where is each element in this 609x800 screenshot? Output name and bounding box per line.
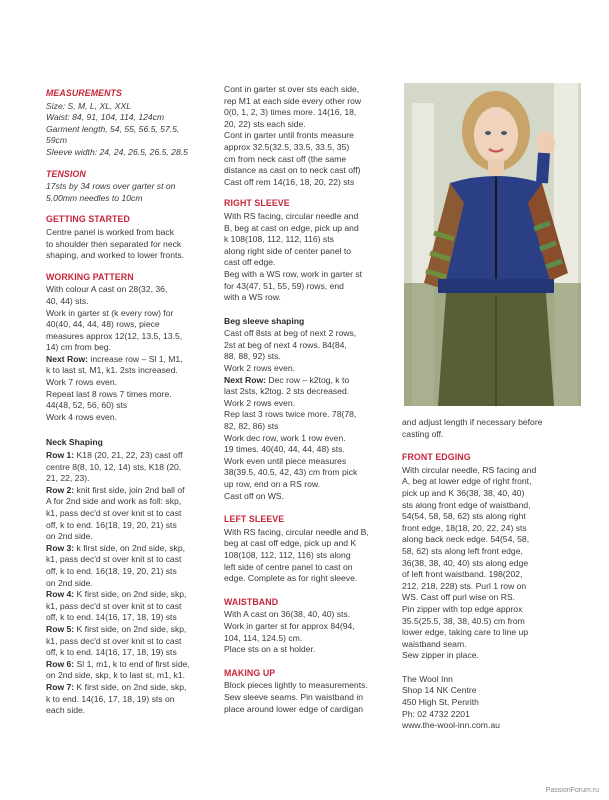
text-line: off, k to end. 16(18, 19, 20, 21) sts	[46, 565, 177, 576]
next-row-line	[224, 375, 390, 387]
making-up-continued-text	[402, 417, 572, 440]
row-label: Row 4:	[46, 589, 75, 600]
making-up-heading: MAKING UP	[224, 667, 276, 678]
text-line: 88, 88, 92) sts.	[224, 351, 281, 362]
next-row-label: Next Row:	[46, 353, 89, 364]
text-line: along back neck edge. 54(54, 58,	[402, 534, 530, 545]
text-line: front edge, 18(18, 20, 22, 24) sts	[402, 522, 527, 533]
text-line: Cast off on WS.	[224, 490, 285, 501]
text-line: 40, 44) sts.	[46, 295, 89, 306]
text-line: centre 8(8, 10, 12, 14) sts, K18 (20,	[46, 461, 182, 472]
text-line: 59cm	[46, 135, 68, 146]
row-label: Row 2:	[46, 484, 75, 495]
text-line: 212, 218, 228) sts. Purl 1 row on	[402, 580, 527, 591]
text-line: 104, 114, 124.5) cm.	[224, 632, 303, 643]
text-line: With RS facing, circular needle and B,	[224, 526, 369, 537]
next-row-line	[46, 354, 221, 366]
shop-phone: Ph: 02 4732 2201	[402, 708, 470, 719]
text-line: k1, pass dec'd st over knit st to cast	[46, 508, 182, 518]
beg-sleeve-shaping-text	[224, 328, 390, 502]
text-line: off, k to end. 16(18, 19, 20, 21) sts	[46, 519, 177, 530]
text-line: k1, pass dec'd st over knit st to cast	[46, 635, 182, 646]
text-line: Work 2 rows even.	[224, 363, 296, 374]
text-line: Work in garter st for approx 84(94,	[224, 620, 355, 631]
working-pattern-text	[46, 284, 221, 423]
text-line: Sew zipper in place.	[402, 650, 479, 661]
waistband-text	[224, 609, 390, 655]
text-line: place around lower edge of cardigan	[224, 703, 364, 714]
text-line: Repeat last 8 rows 7 times more.	[46, 388, 172, 399]
working-pattern-heading: WORKING PATTERN	[46, 271, 134, 282]
tension-text	[46, 181, 221, 204]
text-line: 0(0, 1, 2, 3) times more. 14(16, 18,	[224, 107, 357, 118]
text-line: distance as cast on to neck cast off)	[224, 165, 361, 176]
text-line: 19 times. 40(40, 44, 44, 48) sts.	[224, 444, 345, 455]
text-line: k1, pass dec'd st over knit st to cast	[46, 600, 182, 611]
tension-heading: TENSION	[46, 168, 86, 179]
text-line: each side.	[46, 705, 86, 716]
row-label: Row 7:	[46, 681, 75, 692]
text-line: off, k to end. 14(16, 17, 18, 19) sts	[46, 647, 177, 658]
text-line: 58, 62) sts along left front edge,	[402, 545, 523, 556]
text-line: and adjust length if necessary before	[402, 417, 543, 427]
text-line: Cast off 8sts at beg of next 2 rows,	[224, 328, 357, 339]
shop-info	[402, 674, 572, 732]
left-sleeve-text	[224, 527, 390, 585]
text-line: With RS facing, circular needle and	[224, 210, 359, 221]
text-line: of left front waistband. 198(202,	[402, 569, 523, 580]
text-line: k1, pass dec'd st over knit st to cast	[46, 554, 182, 565]
shop-website-link[interactable]: www.the-wool-inn.com.au	[402, 720, 500, 731]
text-run: increase row – Sl 1, M1,	[88, 353, 183, 364]
text-line: Size: S, M, L, XL, XXL	[46, 100, 132, 111]
text-line: 14) cm from beg.	[46, 342, 111, 353]
text-line: With circular needle, RS facing and	[402, 464, 537, 475]
text-run: k first side, on 2nd side, skp,	[74, 542, 185, 553]
text-line: to shoulder then separated for neck	[46, 238, 182, 249]
text-line: A, beg at lower edge of right front,	[402, 476, 532, 487]
text-line: left side of centre panel to cast on	[224, 561, 353, 572]
text-line: on 2nd side.	[46, 531, 93, 542]
text-line: approx 32.5(32.5, 33.5, 33.5, 35)	[224, 141, 350, 152]
text-run: K18 (20, 21, 22, 23) cast off	[74, 450, 183, 461]
row-2-line	[46, 485, 221, 497]
row-label: Row 6:	[46, 658, 75, 669]
text-line: on 2nd side.	[46, 577, 93, 588]
text-line: Work even until piece measures	[224, 455, 347, 466]
row-label: Row 3:	[46, 542, 75, 553]
text-line: 21, 22, 23).	[46, 473, 90, 484]
text-line: Cont in garter until fronts measure	[224, 130, 354, 141]
text-line: Beg with a WS row, work in garter st	[224, 268, 363, 279]
text-line: 17sts by 34 rows over garter st on	[46, 181, 176, 192]
row-3-line	[46, 543, 221, 555]
text-line: Cont in garter st over sts each side,	[224, 84, 360, 94]
text-line: Work 4 rows even.	[46, 411, 118, 422]
text-line: 44(48, 52, 56, 60) sts	[46, 400, 128, 411]
text-line: on 2nd side, skp, k to last st, m1, k1.	[46, 670, 185, 681]
text-line: casting off.	[402, 428, 444, 439]
text-line: off, k to end. 14(16, 17, 18, 19) sts	[46, 612, 177, 623]
text-run: K first side, on 2nd side, skp,	[74, 589, 187, 600]
text-line: Work 7 rows even.	[46, 377, 118, 388]
text-line: 35.5(25.5, 38, 38, 40.5) cm from	[402, 615, 525, 626]
text-line: 54(54, 58, 58, 62) sts along right	[402, 511, 526, 522]
left-sleeve-heading: LEFT SLEEVE	[224, 514, 285, 525]
text-line: Pin zipper with top edge approx	[402, 603, 523, 614]
beg-sleeve-shaping-heading: Beg sleeve shaping	[224, 315, 305, 326]
model-illustration	[404, 83, 581, 406]
text-run: Sl 1, m1, k to end of first side,	[74, 658, 190, 669]
neck-shaping-heading: Neck Shaping	[46, 437, 103, 448]
text-line: shaping, and worked to lower fronts.	[46, 250, 185, 261]
right-sleeve-heading: RIGHT SLEEVE	[224, 198, 290, 209]
text-run: knit first side, join 2nd ball of	[74, 484, 185, 495]
text-line: Garment length, 54, 55, 56.5, 57.5,	[46, 123, 180, 134]
text-run: K first side, on 2nd side, skp,	[74, 623, 187, 634]
text-line: 2st at beg of next 4 rows. 84(84,	[224, 339, 347, 350]
text-line: cast off edge.	[224, 257, 276, 268]
neck-shaping-text	[46, 450, 221, 717]
text-line: with a WS row.	[224, 292, 281, 303]
getting-started-heading: GETTING STARTED	[46, 214, 130, 225]
text-line: Work in garter st (k every row) for	[46, 307, 174, 318]
text-line: 5.00mm needles to 10cm	[46, 192, 143, 203]
front-edging-text	[402, 465, 572, 662]
text-line: Work dec row, work 1 row even.	[224, 432, 346, 443]
column-3	[402, 417, 572, 732]
model-photo	[404, 83, 581, 406]
row-6-line	[46, 659, 221, 671]
shop-name: The Wool Inn	[402, 673, 453, 684]
text-line: rep M1 at each side every other row	[224, 95, 362, 106]
text-line: 40(40, 44, 44, 48) rows, piece	[46, 319, 160, 330]
text-line: edge. Complete as for right sleeve.	[224, 573, 358, 584]
text-line: Work 2 rows even.	[224, 397, 296, 408]
measurements-text	[46, 101, 221, 159]
text-line: B, beg at cast on edge, pick up and	[224, 222, 359, 233]
text-line: Place sts on a st holder.	[224, 644, 316, 655]
text-line: up row, end on a RS row.	[224, 479, 321, 489]
text-line: along right side of center panel to	[224, 245, 352, 256]
text-line: WS. Cast off purl wise on RS.	[402, 592, 516, 603]
row-5-line	[46, 624, 221, 636]
text-line: With A cast on 36(38, 40, 40) sts.	[224, 609, 351, 620]
column-2	[224, 84, 390, 715]
text-line: Rep last 3 rows twice more. 78(78,	[224, 409, 357, 420]
text-line: Cast off rem 14(16, 18, 20, 22) sts	[224, 176, 355, 187]
text-line: Centre panel is worked from back	[46, 226, 175, 237]
watermark-footer: PassionForum.ru	[545, 787, 599, 794]
text-line: 38(39.5, 40.5, 42, 43) cm from pick	[224, 467, 358, 478]
text-line: 36(38, 38, 40, 40) sts along edge	[402, 557, 529, 568]
making-up-text	[224, 680, 390, 715]
intro-text	[224, 84, 390, 188]
right-sleeve-text	[224, 211, 390, 304]
shop-address-line: Shop 14 NK Centre	[402, 685, 477, 696]
text-line: With colour A cast on 28(32, 36,	[46, 284, 168, 295]
waistband-heading: WAISTBAND	[224, 596, 279, 607]
getting-started-text	[46, 227, 221, 262]
text-line: Sleeve width: 24, 24, 26.5, 26.5, 28.5	[46, 146, 188, 157]
row-4-line	[46, 589, 221, 601]
text-line: Sew sleeve seams. Pin waistband in	[224, 691, 364, 702]
text-line: k 108(108, 112, 112, 116) sts	[224, 234, 334, 245]
row-7-line	[46, 682, 221, 694]
column-1	[46, 88, 221, 717]
measurements-heading: MEASUREMENTS	[46, 88, 122, 98]
row-label: Row 1:	[46, 450, 75, 461]
text-line: measures approx 12(12, 13.5, 13.5,	[46, 330, 183, 341]
text-line: k to end. 14(16, 17, 18, 19) sts on	[46, 693, 175, 704]
text-line: A for 2nd side and work as foll: skp,	[46, 496, 182, 507]
next-row-label: Next Row:	[224, 374, 267, 385]
text-line: pick up and K 36(38, 38, 40, 40)	[402, 487, 525, 498]
text-run: Dec row – k2tog, k to	[266, 374, 350, 385]
text-line: Block pieces lightly to measurements.	[224, 680, 368, 691]
shop-address-line: 450 High St, Penrith	[402, 697, 479, 708]
row-label: Row 5:	[46, 623, 75, 634]
text-line: beg at cast off edge, pick up and K	[224, 538, 357, 549]
text-line: sts along front edge of waistband,	[402, 499, 531, 510]
text-line: 20, 22) sts each side.	[224, 118, 306, 129]
text-line: waistband seam.	[402, 638, 467, 649]
text-line: 108(108, 112, 112, 116) sts along	[224, 549, 351, 560]
text-line: last 2sts, k2tog. 2 sts decreased.	[224, 386, 350, 397]
text-line: k to last st, M1, k1. 2sts increased.	[46, 365, 178, 376]
text-line: lower edge, taking care to line up	[402, 627, 529, 638]
text-line: cm from neck cast off (the same	[224, 153, 347, 164]
front-edging-heading: FRONT EDGING	[402, 452, 471, 463]
text-run: K first side, on 2nd side, skp,	[74, 681, 187, 692]
text-line: 82, 82, 86) sts	[224, 421, 279, 432]
row-1-line	[46, 450, 221, 462]
text-line: Waist: 84, 91, 104, 114, 124cm	[46, 112, 165, 123]
text-line: for 43(47, 51, 55, 59) rows, end	[224, 280, 344, 291]
